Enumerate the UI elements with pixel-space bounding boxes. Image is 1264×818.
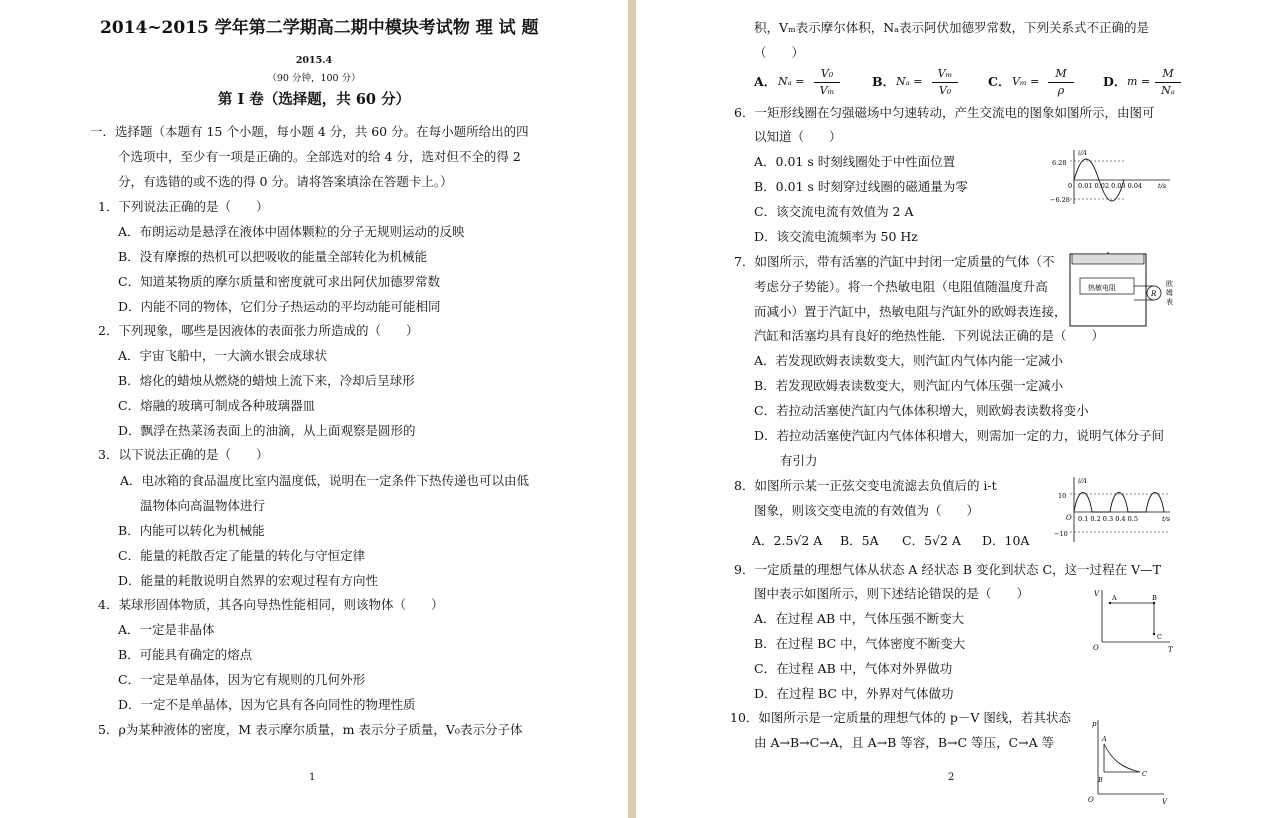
question-5-stem-cont: （ ） xyxy=(754,45,805,60)
q6-ymax: 6.28 xyxy=(1052,159,1067,167)
question-3-option-d: D．能量的耗散说明自然界的宏观过程有方向性 xyxy=(118,573,379,588)
svg-text:p: p xyxy=(1092,720,1097,728)
question-4-option-b: B．可能具有确定的熔点 xyxy=(118,647,253,662)
svg-text:V: V xyxy=(1094,590,1100,598)
question-6-option-b: B．0.01 s 时刻穿过线圈的磁通量为零 xyxy=(754,179,968,194)
svg-text:V: V xyxy=(1162,798,1168,806)
question-1-option-a: A．布朗运动是悬浮在液体中固体颗粒的分子无规则运动的反映 xyxy=(118,224,465,239)
question-7-stem: 7．如图所示，带有活塞的汽缸中封闭一定质量的气体（不 xyxy=(734,254,1055,269)
question-6-option-c: C．该交流电流有效值为 2 A xyxy=(754,204,914,219)
question-3-option-b: B．内能可以转化为机械能 xyxy=(118,523,265,538)
question-10-stem: 10．如图所示是一定质量的理想气体的 p－V 图线，若其状态 xyxy=(730,710,1071,725)
svg-text:t/s: t/s xyxy=(1162,515,1171,523)
instruction-line: 一．选择题（本题有 15 个小题，每小题 4 分，共 60 分。在每小题所给出的四 xyxy=(90,124,529,139)
section-title: 第 I 卷（选择题，共 60 分） xyxy=(217,91,411,108)
question-8-stem-cont: 图象，则该交变电流的有效值为（ ） xyxy=(754,503,980,518)
question-4-stem: 4．某球形固体物质，其各向导热性能相同，则该物体（ ） xyxy=(98,597,444,612)
question-3-option-a: A．电冰箱的食品温度比室内温度低，说明在一定条件下热传递也可以由低 xyxy=(120,473,530,488)
question-7-option-a: A．若发现欧姆表读数变大，则汽缸内气体内能一定减小 xyxy=(754,353,1064,368)
figure-q7-cylinder xyxy=(1068,252,1186,328)
svg-text:A: A xyxy=(1102,735,1107,743)
meter-label: 姆 xyxy=(1166,289,1173,297)
question-9-stem: 9．一定质量的理想气体从状态 A 经状态 B 变化到状态 C，这一过程在 V—T xyxy=(734,562,1161,577)
question-9-option-a: A．在过程 AB 中，气体压强不断变大 xyxy=(754,611,965,626)
page-gutter xyxy=(628,0,636,818)
question-7-option-c: C．若拉动活塞使汽缸内气体体积增大，则欧姆表读数将变小 xyxy=(754,403,1089,418)
question-6-stem: 6．一矩形线圈在匀强磁场中匀速转动，产生交流电的图象如图所示，由图可 xyxy=(734,105,1155,120)
svg-text:T: T xyxy=(1168,646,1173,654)
instruction-line: 分，有选错的或不选的得 0 分。请将答案填涂在答题卡上。） xyxy=(118,174,453,189)
exam-date: 2015.4 xyxy=(295,55,333,66)
question-9-option-b: B．在过程 BC 中，气体密度不断变大 xyxy=(754,636,966,651)
q6-xlabel: t/s xyxy=(1158,182,1167,190)
question-6-stem-cont: 以知道（ ） xyxy=(754,129,842,144)
q6-ylabel: i/A xyxy=(1078,149,1087,157)
svg-text:−10: −10 xyxy=(1054,530,1068,538)
question-7-stem-cont: 而减小）置于汽缸中，热敏电阻与汽缸外的欧姆表连接， xyxy=(754,304,1067,319)
question-7-stem-cont: 汽缸和活塞均具有良好的绝热性能．下列说法正确的是（ ） xyxy=(754,328,1105,343)
page-number: 1 xyxy=(309,772,316,783)
question-8-option-d: D．10A xyxy=(982,533,1030,548)
question-8-stem: 8．如图所示某一正弦交变电流滤去负值后的 i-t xyxy=(734,478,997,493)
question-4-option-c: C．一定是单晶体，因为它有规则的几何外形 xyxy=(118,672,366,687)
question-9-option-c: C．在过程 AB 中，气体对外界做功 xyxy=(754,661,953,676)
svg-text:B: B xyxy=(1152,594,1157,602)
question-3-option-a-cont: 温物体向高温物体进行 xyxy=(140,498,266,513)
question-3-option-c: C．能量的耗散否定了能量的转化与守恒定律 xyxy=(118,548,366,563)
question-1-option-d: D．内能不同的物体，它们分子热运动的平均动能可能相同 xyxy=(118,299,441,314)
question-2-option-d: D．飘浮在热菜汤表面上的油滴，从上面观察是圆形的 xyxy=(118,423,416,438)
figure-q6-sine-graph xyxy=(1052,146,1176,206)
exam-page-1 xyxy=(0,0,628,818)
svg-text:O: O xyxy=(1088,796,1094,804)
svg-text:B: B xyxy=(1098,776,1103,784)
question-8-option-a: A．2.5√2 A xyxy=(752,533,823,548)
question-4-option-d: D．一定不是单晶体，因为它具有各向同性的物理性质 xyxy=(118,697,416,712)
question-6-option-d: D．该交流电流频率为 50 Hz xyxy=(754,229,918,244)
meter-label: 欧 xyxy=(1166,280,1173,288)
question-10-stem-cont: 由 A→B→C→A，且 A→B 等容，B→C 等压，C→A 等 xyxy=(754,735,1055,750)
q6-ticks: 0.01 0.02 0.03 0.04 xyxy=(1078,182,1143,190)
meter-symbol: R xyxy=(1151,290,1157,298)
question-7-option-b: B．若发现欧姆表读数变大，则汽缸内气体压强一定减小 xyxy=(754,378,1064,393)
question-5-stem-cont: 积，Vₘ表示摩尔体积，Nₐ表示阿伏加德罗常数，下列关系式不正确的是 xyxy=(754,20,1149,35)
question-2-option-c: C．熔融的玻璃可制成各种玻璃器皿 xyxy=(118,398,316,413)
question-6-option-a: A．0.01 s 时刻线圈处于中性面位置 xyxy=(754,154,956,169)
svg-text:C: C xyxy=(1157,633,1162,641)
q6-ymin: −6.28 xyxy=(1050,196,1070,204)
exam-title: 2014~2015 学年第二学期高二期中模块考试物 理 试 题 xyxy=(100,18,539,38)
question-2-option-b: B．熔化的蜡烛从燃烧的蜡烛上流下来，冷却后呈球形 xyxy=(118,373,415,388)
question-8-option-c: C．5√2 A xyxy=(902,533,961,548)
figure-q8-halfwave-graph xyxy=(1050,474,1176,546)
exam-time-score: （90 分钟，100 分） xyxy=(267,73,361,84)
svg-text:10: 10 xyxy=(1058,492,1067,500)
question-9-stem-cont: 图中表示如图所示，则下述结论错误的是（ ） xyxy=(754,586,1030,601)
instruction-line: 个选项中，至少有一项是正确的。全部选对的给 4 分，选对但不全的得 2 xyxy=(118,149,521,164)
question-7-stem-cont: 考虑分子势能）。将一个热敏电阻（电阻值随温度升高 xyxy=(754,279,1048,294)
question-1-option-b: B．没有摩擦的热机可以把吸收的能量全部转化为机械能 xyxy=(118,249,428,264)
question-7-option-d-cont: 有引力 xyxy=(780,453,818,468)
question-8-option-b: B．5A xyxy=(840,533,879,548)
question-5-stem: 5．ρ为某种液体的密度，M 表示摩尔质量，m 表示分子质量，V₀表示分子体 xyxy=(98,722,523,737)
question-7-option-d: D．若拉动活塞使汽缸内气体体积增大，则需加一定的力，说明气体分子间 xyxy=(754,428,1165,443)
svg-text:O: O xyxy=(1066,514,1072,522)
question-3-stem: 3．以下说法正确的是（ ） xyxy=(98,447,269,462)
svg-text:O: O xyxy=(1093,644,1099,652)
question-2-option-a: A．宇宙飞船中，一大滴水银会成球状 xyxy=(118,348,328,363)
svg-text:i/A: i/A xyxy=(1078,477,1087,485)
svg-text:0.1 0.2 0.3 0.4 0.5: 0.1 0.2 0.3 0.4 0.5 xyxy=(1078,515,1138,523)
q6-origin: 0 xyxy=(1068,182,1073,190)
svg-text:C: C xyxy=(1142,770,1147,778)
question-4-option-a: A．一定是非晶体 xyxy=(118,622,215,637)
meter-label: 表 xyxy=(1166,298,1173,306)
resistor-label: 热敏电阻 xyxy=(1088,284,1116,292)
page-number: 2 xyxy=(948,772,955,783)
exam-page-2: 积，Vₘ表示摩尔体积，Nₐ表示阿伏加德罗常数，下列关系式不正确的是 （ ） A． Nₐ = V₀ Vₘ B． Nₐ = Vₘ V₀ C． Vₘ = M ρ D． m = M Nₐ 6．一矩形线圈在匀强磁场中匀速转动，产生交流电的图象如图所示，由图可 以知道（ ） A．0.01 s 时刻线圈处于中性面位置 B．0.01 s 时刻穿过线圈的磁通量为零 C．该交流电流有效值为 2 A D．该交流电流频率为 50 Hz i/A t/s 6.28 −6.28 0 0.01 0.02 0.03 0.04 7．如图所示，带有活塞的汽缸中封闭一定质量的气体（不 考虑分子势能）。将一个热敏电阻（电阻值随温度升高 而减小）置于汽缸中，热敏电阻与汽缸外的欧姆表连接， 汽缸和活塞均具有良好的绝热性能．下列说法正确的是（ ） A．若发现欧姆表读数变大，则汽缸内气体内能一定减小 B．若发现欧姆表读数变大，则汽缸内气体压强一定减小 C．若拉动活塞使汽缸内气体体积增大，则欧姆表读数将变小 D．若拉动活塞使汽缸内气体体积增大，则需加一定的力，说明气体分子间 有引力 热敏电阻 R 欧 姆 表 8．如图所示某一正弦交变电流滤去负值后的 i-t 图象，则该交变电流的有效值为（ ） A．2.5√2 A B．5A C．5√2 A D．10A i/A t/s 10 −10 O 0.1 0.2 0.3 0.4 0.5 9．一定质量的理想气体从状态 A 经状态 B 变化到状态 C，这一过程在 V—T 图中表示如图所示，则下述结论错误的是（ ） A．在过程 AB 中，气体压强不断变大 B．在过程 BC 中，气体密度不断变大 C．在过程 AB 中，气体对外界做功 D．在过程 BC 中，外界对气体做功 V T O A B C 10．如图所示是一定质量的理想气体的 p－V 图线，若其状态 由 A→B→C→A，且 A→B 等容，B→C 等压，C→A 等 p V O A B C 2 xyxy=(636,0,1264,818)
figure-q10-pv-graph xyxy=(1082,714,1172,806)
svg-text:A: A xyxy=(1112,594,1117,602)
question-1-stem: 1．下列说法正确的是（ ） xyxy=(98,199,269,214)
figure-q9-vt-graph xyxy=(1090,586,1176,652)
question-1-option-c: C．知道某物质的摩尔质量和密度就可求出阿伏加德罗常数 xyxy=(118,274,441,289)
question-9-option-d: D．在过程 BC 中，外界对气体做功 xyxy=(754,686,954,701)
question-2-stem: 2．下列现象，哪些是因液体的表面张力所造成的（ ） xyxy=(98,323,419,338)
